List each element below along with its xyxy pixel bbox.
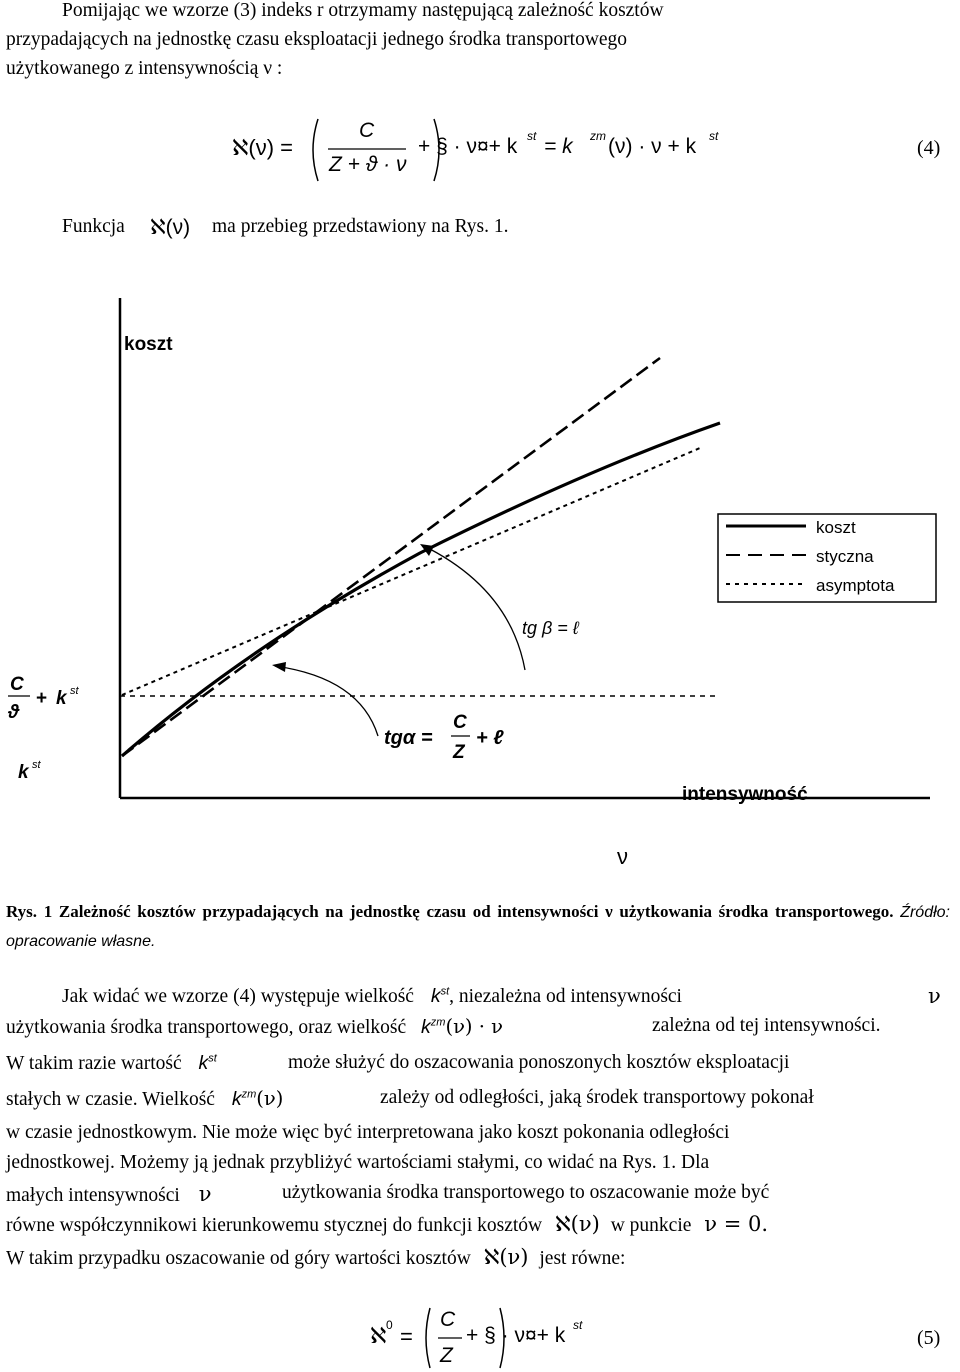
svg-text:k: k — [56, 688, 67, 709]
eq4-sup-1: st — [527, 129, 537, 143]
annotation-alpha-den: Z — [453, 742, 465, 763]
body-l2b: zależna od tej intensywności. — [652, 1015, 881, 1036]
funkcja-post: ma przebieg przedstawiony na Rys. 1. — [212, 216, 509, 237]
eq4-mid-2: (ν) · ν + k — [608, 135, 697, 158]
eq5-frac-den: Z — [440, 1344, 453, 1367]
body-line-6: jednostkowej. Możemy ją jednak przybliżyć wartościami stałymi, co widać na Rys. 1. Dla — [6, 1152, 710, 1173]
svg-text:k: k — [18, 762, 29, 783]
legend-label-asymptota: asymptota — [816, 576, 895, 595]
eq4-mid: = k — [544, 135, 573, 158]
body-l1a: Jak widać we wzorze (4) występuje wielkość — [62, 986, 414, 1007]
body-line-9: W takim przypadku oszacowanie od góry wartości kosztów ℵ(ν) jest równe: — [6, 1245, 626, 1269]
eq4-frac-num: C — [359, 119, 375, 142]
svg-text:st: st — [70, 685, 79, 697]
y-axis-label: koszt — [124, 334, 173, 355]
caption-main: Rys. 1 Zależność kosztów przypadających na jednostkę czasu od intensywności ν użytkowania środka transportowego. — [6, 902, 894, 921]
body-l4b: zależy od odległości, jaką środek transportowy pokonał — [380, 1087, 814, 1108]
annotation-alpha-pre: tgα = — [384, 727, 433, 749]
legend-label-koszt: koszt — [816, 518, 856, 537]
eq5-rest: + § · ν¤+ k — [466, 1324, 566, 1347]
nu-symbol-1: ν — [928, 984, 941, 1008]
figure-caption — [6, 898, 950, 956]
figure-cost-chart — [0, 278, 960, 878]
body-l2a: użytkowania środka transportowego, oraz wielkość — [6, 1017, 407, 1038]
body-l9a: W takim przypadku oszacowanie od góry wartości kosztów — [6, 1248, 471, 1269]
eq4-sup-3: st — [709, 129, 719, 143]
body-l3a: W takim razie wartość — [6, 1053, 182, 1074]
body-line-1: Jak widać we wzorze (4) występuje wielkość $k^{st}$, niezależna od intensywności — [62, 985, 682, 1007]
body-l8b: w punkcie — [610, 1215, 692, 1236]
body-l8a: równe współczynnikowi kierunkowemu stycznej do funkcji kosztów — [6, 1215, 543, 1236]
equation-5 — [370, 1304, 630, 1372]
eq5-number: (5) — [917, 1327, 941, 1349]
svg-text:ϑ: ϑ — [8, 702, 20, 723]
body-l3b: może służyć do oszacowania ponoszonych kosztów eksploatacji — [288, 1052, 790, 1073]
eq5-lhs: ℵ — [370, 1324, 387, 1349]
body-line-4: stałych w czasie. Wielkość $k^{zm}(\nu)$ — [6, 1087, 284, 1110]
funkcja-pre: Funkcja — [62, 216, 125, 237]
body-l9b: jest równe: — [539, 1248, 626, 1269]
eq4-sup-2: zm — [590, 129, 606, 143]
body-line-8: równe współczynnikowi kierunkowemu stycznej do funkcji kosztów ℵ(ν) w punkcie ν = 0. — [6, 1212, 769, 1236]
annotation-beta: tg β = ℓ — [522, 618, 579, 638]
eq5-lhs-sup: 0 — [386, 1318, 393, 1332]
body-line-7: małych intensywności ν — [6, 1182, 212, 1206]
annotation-alpha-num: C — [453, 712, 467, 733]
eq4-number: (4) — [917, 137, 941, 159]
body-l7b: użytkowania środka transportowego to oszacowanie może być — [282, 1182, 770, 1203]
eq4-rest: + § · ν¤+ k — [418, 135, 518, 158]
body-l7a: małych intensywności — [6, 1185, 180, 1206]
intro-line-2: przypadających na jednostkę czasu eksploatacji jednego środka transportowego — [6, 29, 628, 50]
nu-label: ν — [617, 844, 628, 869]
svg-text:C: C — [10, 674, 24, 695]
eq4-lhs: ℵ(ν) = — [232, 135, 294, 160]
funkcja-symbol: ℵ(ν) — [150, 216, 191, 239]
equation-4 — [232, 115, 732, 185]
eq5-frac-num: C — [440, 1308, 456, 1331]
legend-label-styczna: styczna — [816, 547, 874, 566]
intro-line-3: użytkowanego z intensywnością ν : — [6, 58, 283, 79]
svg-text:st: st — [32, 759, 41, 771]
eq5-sup: st — [573, 1318, 583, 1332]
eq4-frac-den: Z + ϑ · ν — [329, 153, 407, 176]
caption-source: Źródło: opracowanie własne. — [6, 904, 950, 950]
body-line-3: W takim razie wartość $k^{st}$ — [6, 1052, 217, 1074]
body-l4a: stałych w czasie. Wielkość — [6, 1089, 215, 1110]
intro-line-1: Pomijając we wzorze (3) indeks r otrzymamy następującą zależność kosztów — [62, 0, 664, 21]
legend — [718, 514, 936, 602]
body-line-2: użytkowania środka transportowego, oraz wielkość $k^{zm}(\nu) \cdot \nu$ — [6, 1015, 503, 1038]
x-axis-label: intensywność — [682, 784, 808, 805]
body-l8c: ν = 0. — [704, 1212, 769, 1236]
body-l1b: , niezależna od intensywności — [449, 986, 682, 1007]
svg-text:+: + — [36, 688, 48, 709]
eq5-equals: = — [400, 1324, 413, 1349]
annotation-alpha-post: + ℓ — [476, 727, 504, 749]
body-line-5: w czasie jednostkowym. Nie może więc być interpretowana jako koszt pokonania odległości — [6, 1122, 730, 1143]
